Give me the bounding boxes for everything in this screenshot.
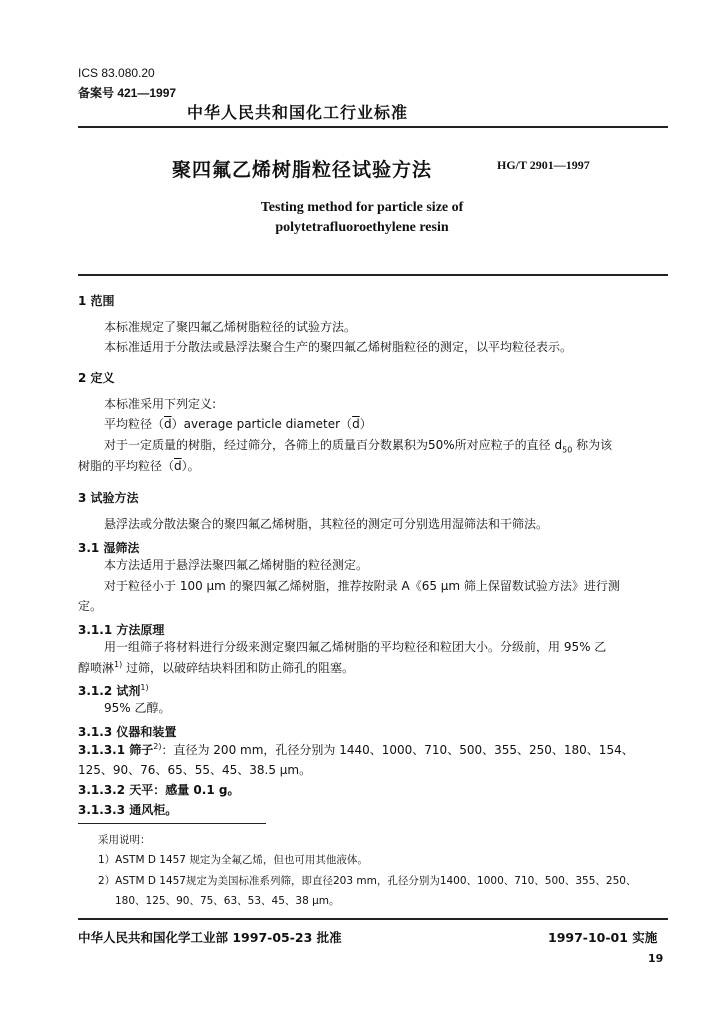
section-3-1-para-1: 本方法适用于悬浮法聚四氟乙烯树脂的粒径测定。 <box>104 558 369 572</box>
d-bar-symbol: $\overline{d}$ <box>352 417 360 431</box>
approval-date: 中华人民共和国化学工业部 1997-05-23 批准 <box>78 930 342 945</box>
d50-subscript: 50 <box>562 445 573 455</box>
section-3-para-1: 悬浮法或分散法聚合的聚四氟乙烯树脂，其粒径的测定可分别选用湿筛法和干筛法。 <box>104 517 549 531</box>
ics-code: ICS 83.080.20 <box>78 66 155 80</box>
standard-category: 中华人民共和国化工行业标准 <box>187 103 409 122</box>
section-3-1-para-2: 对于粒径小于 100 μm 的聚四氟乙烯树脂，推荐按附录 A《65 μm 筛上保留数试验方法》进行测 <box>104 579 620 593</box>
section-1-para-2: 本标准适用于分散法或悬浮法聚合生产的聚四氟乙烯树脂粒径的测定，以平均粒径表示。 <box>104 340 573 354</box>
section-2-para-3-tail: 称为该 <box>572 438 613 452</box>
title-rule <box>78 274 668 276</box>
section-3-1-3-1 <box>78 743 634 756</box>
section-3-1-2-heading <box>78 682 149 699</box>
section-3-1-1-para-2-tail: 过筛，以破碎结块料团和防止筛孔的阻塞。 <box>122 661 355 675</box>
standard-code: HG/T 2901—1997 <box>497 158 590 172</box>
footer-rule <box>78 918 668 920</box>
english-title-line1: Testing method for particle size of <box>260 200 464 215</box>
section-3-1-1-para-2 <box>78 661 354 674</box>
footnote-ref-1: 1) <box>114 660 123 669</box>
section-1-heading: 1 范围 <box>78 294 115 308</box>
footnote-ref-1: 1) <box>140 683 149 692</box>
footnote-2-line-2: 180、125、90、75、63、53、45、38 μm。 <box>115 895 340 907</box>
section-3-1-3-1-heading: 3.1.3.1 筛子 <box>78 743 154 757</box>
section-3-1-3-2: 3.1.3.2 天平：感量 0.1 g。 <box>78 783 240 797</box>
d-bar-symbol: $\overline{d}$ <box>164 417 172 431</box>
section-3-1-3-1-text: ：直径为 200 mm，孔径分别为 1440、1000、710、500、355、250、180、154、 <box>161 743 634 757</box>
d-bar-symbol: $\overline{d}$ <box>174 459 182 473</box>
section-2-para-2-mid: ）average particle diameter（ <box>171 417 353 431</box>
section-2-heading: 2 定义 <box>78 371 115 385</box>
implementation-date: 1997-10-01 实施 <box>548 930 658 945</box>
page-number: 19 <box>648 952 664 965</box>
section-3-1-2-para-1: 95% 乙醇。 <box>104 701 171 715</box>
section-2-para-3-text: 对于一定质量的树脂，经过筛分，各筛上的质量百分数累积为50%所对应粒子的直径 d <box>104 438 563 452</box>
section-3-1-para-2b: 定。 <box>78 599 103 613</box>
section-2-para-4-post: ）。 <box>181 459 200 473</box>
section-3-1-3-3: 3.1.3.3 通风柜。 <box>78 803 178 817</box>
footnote-rule <box>78 823 266 824</box>
section-2-para-2-pre: 平均粒径（ <box>104 417 165 431</box>
section-2-para-2 <box>104 418 372 430</box>
section-1-para-1: 本标准规定了聚四氟乙烯树脂粒径的试验方法。 <box>104 320 357 334</box>
record-number: 备案号 421—1997 <box>78 86 177 100</box>
header-rule <box>78 126 668 128</box>
section-3-1-3-1-cont: 125、90、76、65、55、45、38.5 μm。 <box>78 763 312 777</box>
section-2-para-2-post: ） <box>359 417 372 431</box>
document-title: 聚四氟乙烯树脂粒径试验方法 <box>172 159 433 181</box>
section-3-1-1-para-2-text: 醇喷淋 <box>78 661 115 675</box>
section-3-1-2-heading-text: 3.1.2 试剂 <box>78 684 141 698</box>
footnote-1: 1）ASTM D 1457 规定为全氟乙烯，但也可用其他液体。 <box>98 854 368 866</box>
english-title-line2: polytetrafluoroethylene resin <box>275 220 449 235</box>
section-3-1-3-heading: 3.1.3 仪器和装置 <box>78 725 177 739</box>
section-3-1-1-para-1: 用一组筛子将材料进行分级来测定聚四氟乙烯树脂的平均粒径和粒团大小。分级前，用 95% 乙 <box>104 640 607 654</box>
section-2-para-4 <box>78 460 200 472</box>
footnote-2-line-1: 2）ASTM D 1457规定为美国标准系列筛，即直径203 mm，孔径分别为1400、1000、710、500、355、250、 <box>98 875 637 887</box>
section-3-1-heading: 3.1 湿筛法 <box>78 541 140 555</box>
section-2-para-3 <box>104 439 612 454</box>
section-2-para-4-pre: 树脂的平均粒径（ <box>78 459 175 473</box>
section-3-heading: 3 试验方法 <box>78 491 139 505</box>
section-3-1-1-heading: 3.1.1 方法原理 <box>78 623 165 637</box>
footnote-title: 采用说明： <box>98 834 151 846</box>
section-2-para-1: 本标准采用下列定义: <box>104 397 217 411</box>
footnote-ref-2: 2) <box>153 742 162 751</box>
